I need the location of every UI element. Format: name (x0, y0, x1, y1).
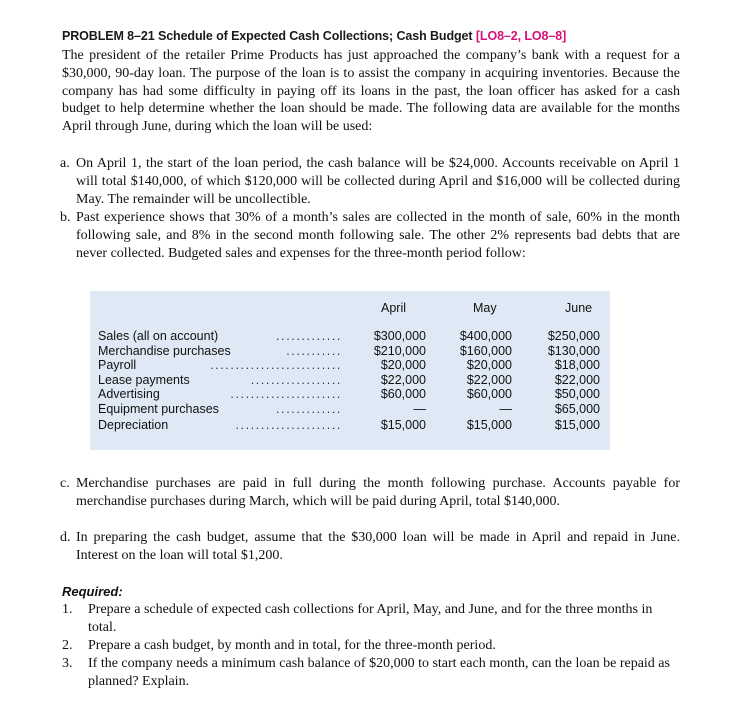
table-row (90, 402, 610, 417)
cell-june: $50,000 (554, 387, 600, 401)
learning-objectives: [LO8–2, LO8–8] (475, 29, 567, 43)
cell-june: $22,000 (554, 372, 600, 387)
item-marker: b. (60, 210, 71, 225)
header-april: April (381, 301, 407, 315)
row-label: Merchandise purchases (98, 343, 231, 358)
dot-leader: .................. (250, 372, 342, 387)
row-label: Lease payments (98, 372, 190, 387)
header-june: June (565, 301, 593, 315)
dot-leader: ..................... (235, 418, 342, 432)
cell-june: $65,000 (554, 401, 600, 416)
item-d (60, 529, 680, 565)
dot-leader: ...................... (230, 387, 342, 401)
dot-leader: ............. (276, 401, 342, 416)
required-marker: 1. (62, 602, 73, 617)
cell-may: $22,000 (466, 372, 512, 387)
table-row (90, 358, 610, 373)
cell-may: $20,000 (466, 358, 512, 372)
row-label: Payroll (98, 358, 137, 372)
table-row (90, 387, 610, 402)
table-row (90, 418, 610, 433)
required-text: Prepare a cash budget, by month and in total, for the three-month period. (88, 638, 496, 653)
item-b (60, 209, 680, 262)
item-marker: d. (60, 530, 71, 545)
item-text: In preparing the cash budget, assume that the $30,000 loan will be made in April and repaid in June. Interest on the loan will total $1,200. (76, 530, 680, 563)
cell-may: — (499, 401, 512, 416)
cell-june: $250,000 (547, 329, 600, 343)
cell-june: $130,000 (547, 343, 600, 358)
cell-april: — (413, 401, 426, 416)
item-text: On April 1, the start of the loan period, the cash balance will be $24,000. Accounts receivable on April 1 will total $140,000, of which $120,000 will be collected during April and $16,000 will be collected during May. The remainder will be uncollectible. (76, 156, 680, 207)
row-label: Depreciation (98, 418, 169, 432)
dot-leader: ........... (286, 343, 342, 358)
item-text: Past experience shows that 30% of a month’s sales are collected in the month of sale, 60% in the month following sale, and 8% in the second month following sale. The other 2% represents bad debts that are never collected. Budgeted sales and expenses for the three-month period follow: (76, 210, 680, 261)
required-marker: 2. (62, 638, 73, 653)
cell-may: $160,000 (459, 343, 512, 358)
required-marker: 3. (62, 656, 73, 671)
cell-april: $15,000 (380, 418, 426, 432)
item-marker: c. (60, 476, 70, 491)
budget-table (90, 291, 610, 450)
table-body (90, 329, 610, 433)
header-may: May (473, 301, 497, 315)
required-text: Prepare a schedule of expected cash collections for April, May, and June, and for the three months in total. (88, 602, 653, 635)
dot-leader: ............. (276, 329, 342, 343)
row-label: Advertising (98, 387, 160, 401)
cell-april: $60,000 (380, 387, 426, 401)
item-marker: a. (60, 156, 70, 171)
table-row (90, 373, 610, 388)
required-item-3 (62, 655, 680, 691)
item-c (60, 475, 680, 511)
cell-june: $15,000 (554, 418, 600, 432)
problem-title-text: PROBLEM 8–21 Schedule of Expected Cash Collections; Cash Budget (62, 29, 473, 43)
problem-title (62, 29, 566, 43)
item-a (60, 155, 680, 208)
table-row (90, 329, 610, 344)
row-label: Sales (all on account) (98, 329, 219, 343)
item-text: Merchandise purchases are paid in full during the month following purchase. Accounts payable for merchandise purchases during March, which will be paid during April, total $140,000. (76, 476, 680, 509)
cell-may: $15,000 (466, 418, 512, 432)
required-item-2 (62, 637, 680, 655)
cell-april: $22,000 (380, 372, 426, 387)
required-text: If the company needs a minimum cash balance of $20,000 to start each month, can the loan be repaid as planned? Explain. (88, 656, 670, 689)
cell-may: $400,000 (459, 329, 512, 343)
dot-leader: .......................... (210, 358, 342, 372)
cell-april: $300,000 (373, 329, 426, 343)
cell-april: $210,000 (373, 343, 426, 358)
cell-may: $60,000 (466, 387, 512, 401)
row-label: Equipment purchases (98, 401, 219, 416)
table-row (90, 344, 610, 359)
problem-intro: The president of the retailer Prime Products has just approached the company’s bank with a request for a $30,000, 90-day loan. The purpose of the loan is to assist the company in acquiring inventories. Because the company has had some difficulty in paying off its loans in the past, the loan officer has asked for a cash budget to help determine whether the loan should be made. The following data are available for the months April through June, during which the loan will be used: (62, 48, 680, 135)
required-heading: Required: (62, 584, 123, 599)
cell-april: $20,000 (380, 358, 426, 372)
required-item-1 (62, 601, 680, 637)
cell-june: $18,000 (554, 358, 600, 372)
